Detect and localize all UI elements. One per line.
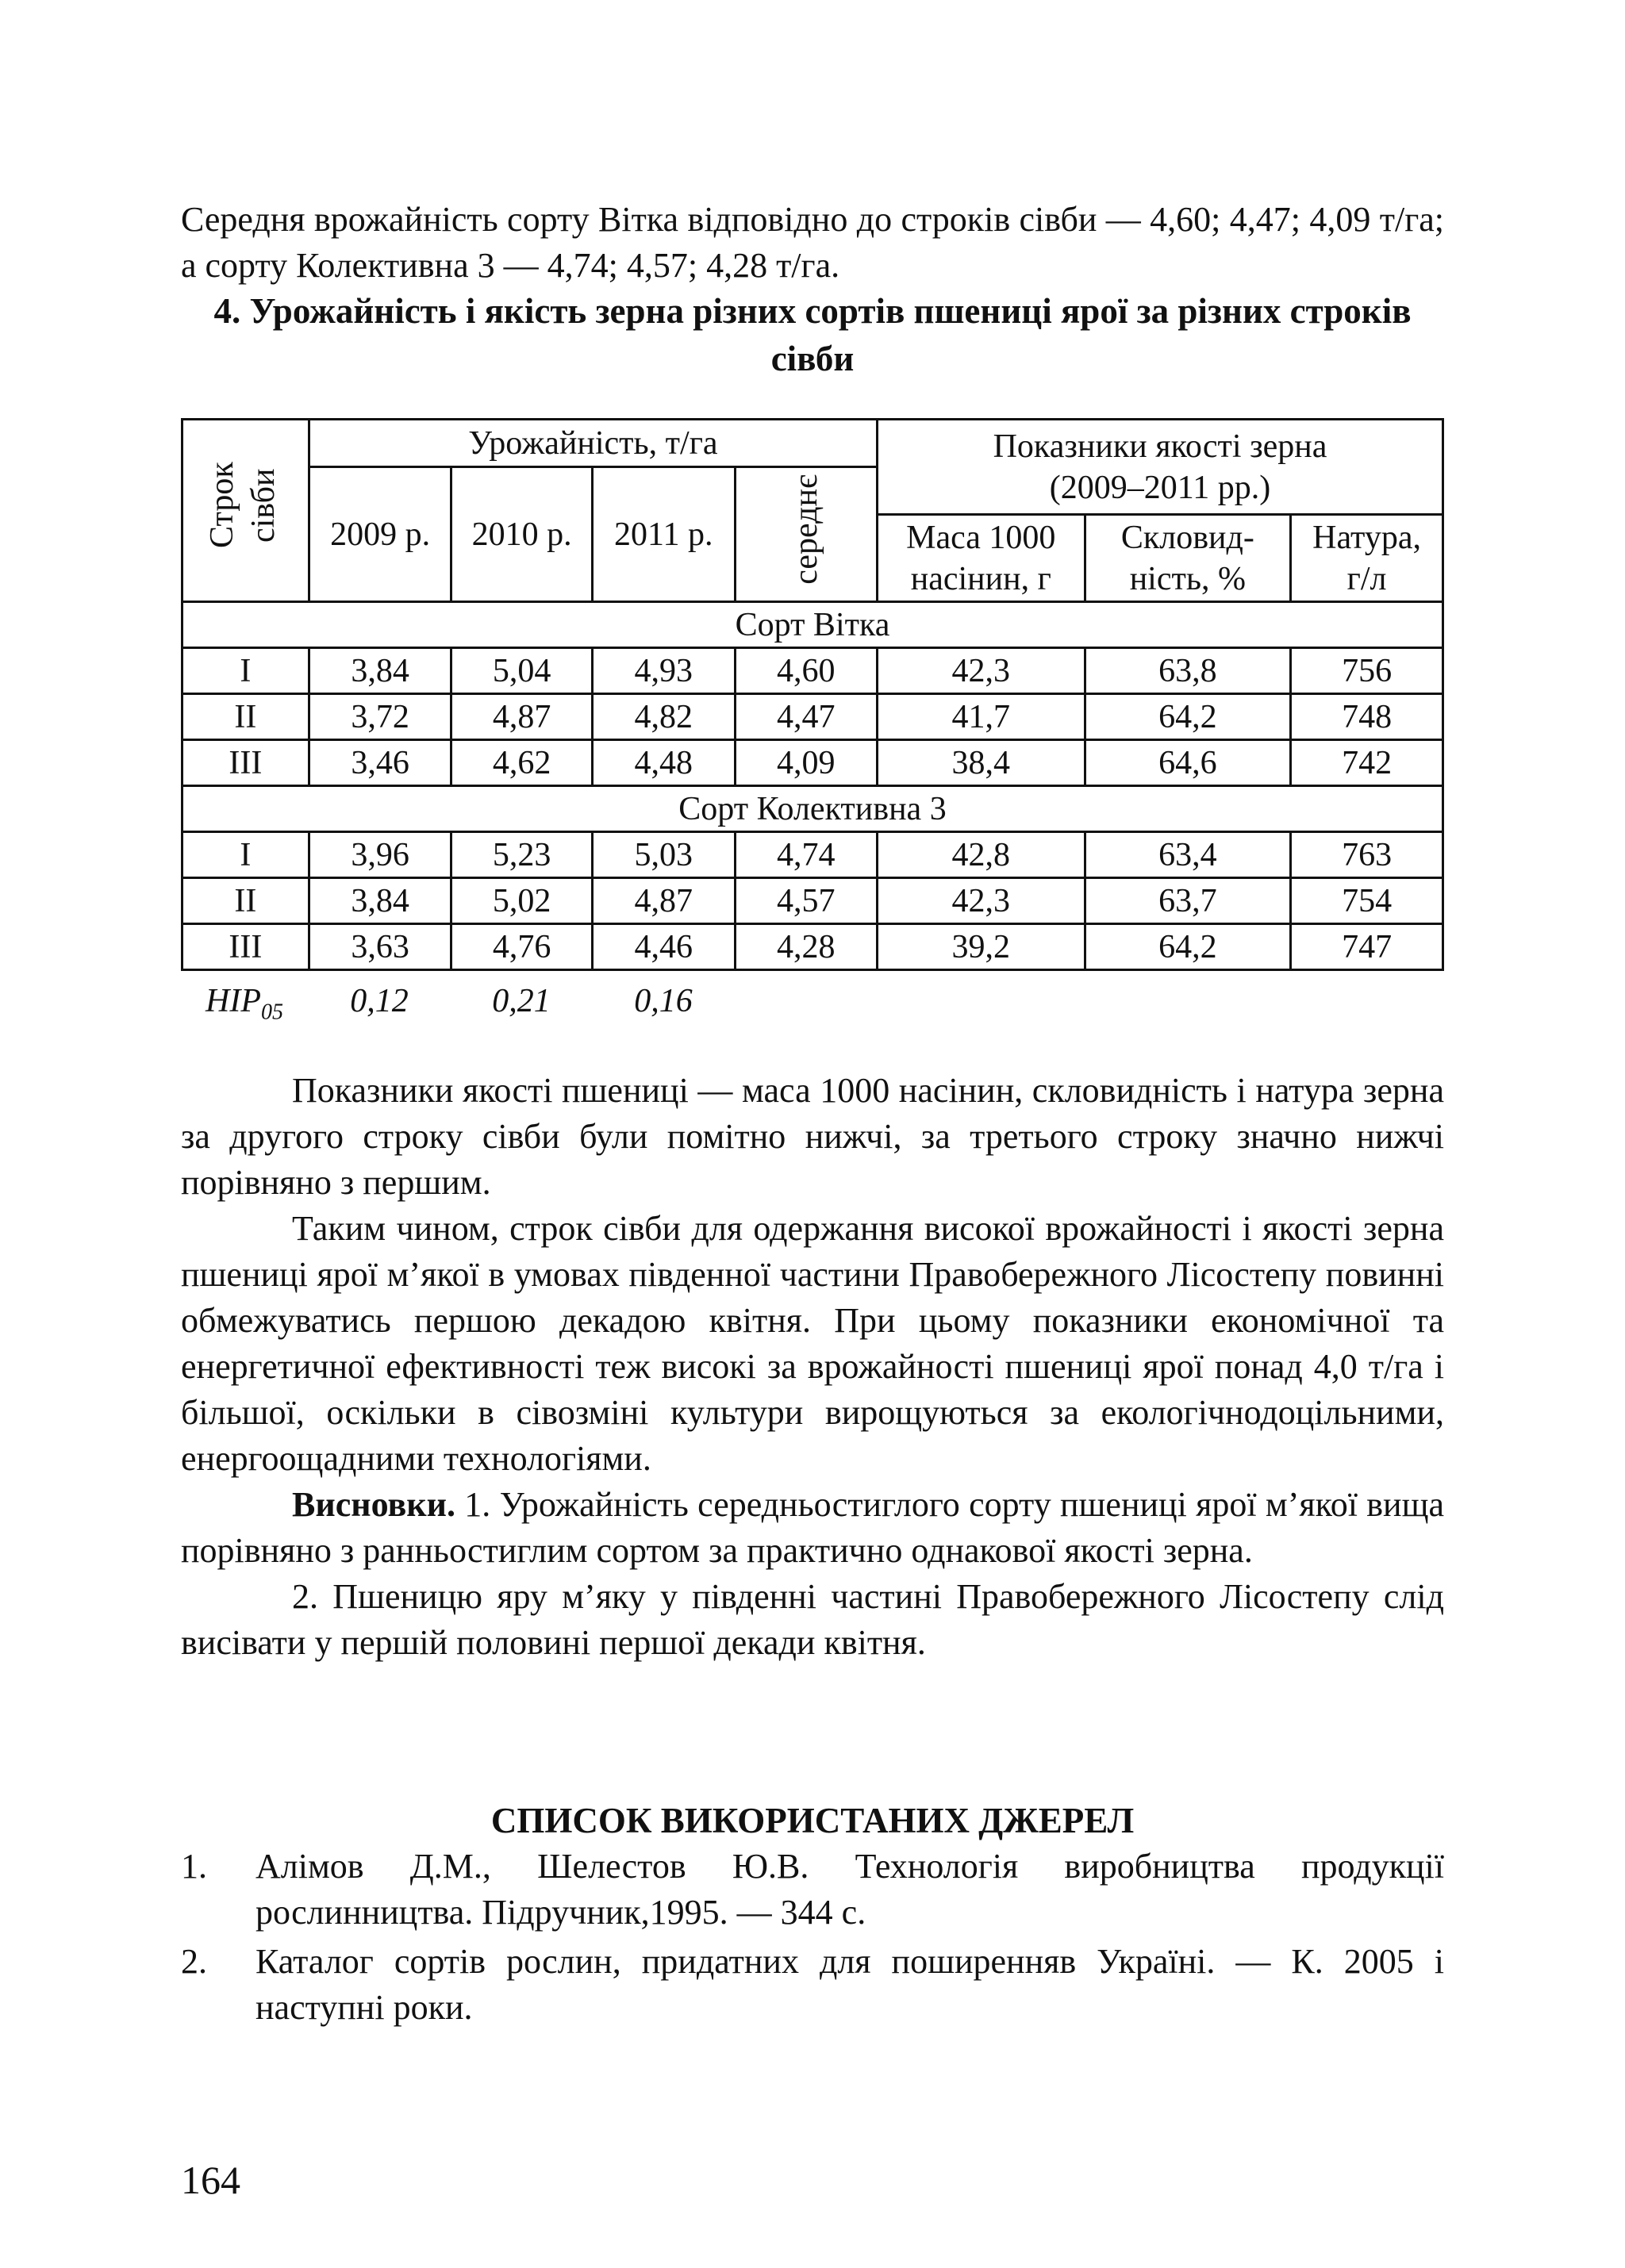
intro-paragraph [181,197,1444,289]
paragraph-conclusions [181,1482,1444,1574]
table-cell: ІІ [182,694,309,740]
table-cell: 64,2 [1085,924,1291,970]
header-yield-group [309,420,877,467]
table-cell: 4,57 [735,878,878,924]
reference-2-number: 2. [181,1942,207,1981]
table-cell: 3,72 [309,694,451,740]
nir-2011: 0,16 [634,983,693,1019]
header-2011: 2011 р. [592,467,735,602]
table-cell: 64,2 [1085,694,1291,740]
header-quality-group [878,420,1443,515]
table-cell: 3,46 [309,740,451,786]
variety-row [182,602,1443,648]
table-cell: 3,84 [309,878,451,924]
table-row [182,878,1443,924]
header-average-label: середнє [787,474,824,585]
table-cell: 763 [1291,832,1443,878]
conclusion-2: 2. Пшеницю яру м’яку у південні частині Правобережного Лісостепу слід висівати у першій половині першої декади квітня. [181,1577,1444,1662]
header-vitreousness [1085,515,1291,602]
table-cell: 5,23 [451,832,593,878]
header-nat-line1: Натура, [1312,519,1421,556]
table-cell: ІІІ [182,740,309,786]
table-cell: 64,6 [1085,740,1291,786]
nir-label-sub: 05 [260,1000,283,1025]
variety-name: Сорт Вітка [182,602,1443,648]
paragraph-quality: Показники якості пшениці — маса 1000 насінин, скловидність і натура зерна за другого строку сівби були помітно нижчі, за третього строку значно нижчі порівняно з першим. [181,1071,1444,1202]
yield-quality-table [181,418,1444,971]
nir-2010: 0,21 [492,983,551,1019]
header-term-label: Строк сівби [204,462,282,549]
table-row [182,832,1443,878]
variety-name: Сорт Колективна 3 [182,786,1443,832]
intro-text: Середня врожайність сорту Вітка відповідно до строків сівби — 4,60; 4,47; 4,09 т/га; а сорту Колективна 3 — 4,74; 4,57; 4,28 т/га. [181,200,1444,285]
reference-1-number: 1. [181,1847,207,1886]
table-cell: 39,2 [878,924,1085,970]
header-vitr-line2: ність, % [1129,560,1246,597]
references-title: СПИСОК ВИКОРИСТАНИХ ДЖЕРЕЛ [490,1801,1135,1840]
table-cell: 4,46 [592,924,735,970]
header-average [735,467,878,602]
variety-row [182,786,1443,832]
table-cell: І [182,832,309,878]
header-nat-line2: г/л [1346,560,1387,597]
table-cell: 4,74 [735,832,878,878]
header-term [182,420,309,602]
table-body [182,602,1443,970]
header-mass [878,515,1085,602]
nir-2009: 0,12 [350,983,409,1019]
nir-label-text: НІР [206,983,261,1019]
table-cell: 4,93 [592,648,735,694]
table-cell: 63,4 [1085,832,1291,878]
table-cell: 42,8 [878,832,1085,878]
header-nature [1291,515,1443,602]
reference-1 [181,1844,1444,1936]
header-mass-line2: насінин, г [910,560,1051,597]
table-cell: 42,3 [878,878,1085,924]
table-row [182,648,1443,694]
header-2009: 2009 р. [309,467,451,602]
reference-1-text: Алімов Д.М., Шелестов Ю.В. Технологія виробництва продукції рослинництва. Підручник,1995. — 344 с. [255,1847,1444,1932]
table-caption: 4. Урожайність і якість зерна різних сортів пшениці ярої за різних строків сівби [213,291,1412,378]
table-cell: 41,7 [878,694,1085,740]
table-cell: 42,3 [878,648,1085,694]
table-cell: 4,48 [592,740,735,786]
table-cell: ІІІ [182,924,309,970]
header-mass-line1: Маса 1000 [906,519,1056,556]
table-cell: 63,8 [1085,648,1291,694]
table-cell: 4,60 [735,648,878,694]
conclusion-1: 1. Урожайність середньостиглого сорту пшениці ярої м’якої вища порівняно з ранньостиглим сортом за практично однакової якості зерна. [181,1485,1445,1570]
table-cell: 3,63 [309,924,451,970]
table-cell: 4,87 [592,878,735,924]
table-cell: 5,04 [451,648,593,694]
reference-2-text: Каталог сортів рослин, придатних для поширенняв Україні. — К. 2005 і наступні роки. [255,1942,1444,2027]
header-quality-label: Показники якості зерна (2009–2011 рр.) [993,428,1327,506]
table-row [182,740,1443,786]
table-cell: 742 [1291,740,1443,786]
header-vitr-line1: Скловид- [1120,519,1254,556]
table-cell: 4,87 [451,694,593,740]
table-cell: 748 [1291,694,1443,740]
table-row [182,924,1443,970]
table-cell: 4,47 [735,694,878,740]
table-cell: 756 [1291,648,1443,694]
table-cell: І [182,648,309,694]
table-cell: 3,96 [309,832,451,878]
table-cell: 4,76 [451,924,593,970]
table-cell: 4,28 [735,924,878,970]
table-cell: 4,62 [451,740,593,786]
table-cell: 4,82 [592,694,735,740]
table-cell: 63,7 [1085,878,1291,924]
table-cell: ІІ [182,878,309,924]
conclusions-label: Висновки. [292,1485,455,1524]
page-number: 164 [181,2158,240,2202]
header-2010: 2010 р. [451,467,593,602]
table-cell: 3,84 [309,648,451,694]
table-cell: 5,03 [592,832,735,878]
table-cell: 754 [1291,878,1443,924]
body-text [181,1068,1444,1666]
reference-2 [181,1939,1444,2031]
nir-label [181,982,308,1025]
paragraph-conclusion-text: Таким чином, строк сівби для одержання високої врожайності і якості зерна пшениці ярої м’якої в умовах південної частини Правобережного Лісостепу повинні обмежуватись першою декадою квітня. При цьому показники економічної та енергетичної ефективності теж високі за врожайності пшениці ярої понад 4,0 т/га і більшої, оскільки в сівозміні культури вирощуються за екологічнодоцільними, енергоощадними технологіями. [181,1209,1444,1478]
table-cell: 5,02 [451,878,593,924]
header-yield-label: Урожайність, т/га [468,424,718,462]
table-cell: 38,4 [878,740,1085,786]
table-cell: 747 [1291,924,1443,970]
table-row [182,694,1443,740]
table-cell: 4,09 [735,740,878,786]
